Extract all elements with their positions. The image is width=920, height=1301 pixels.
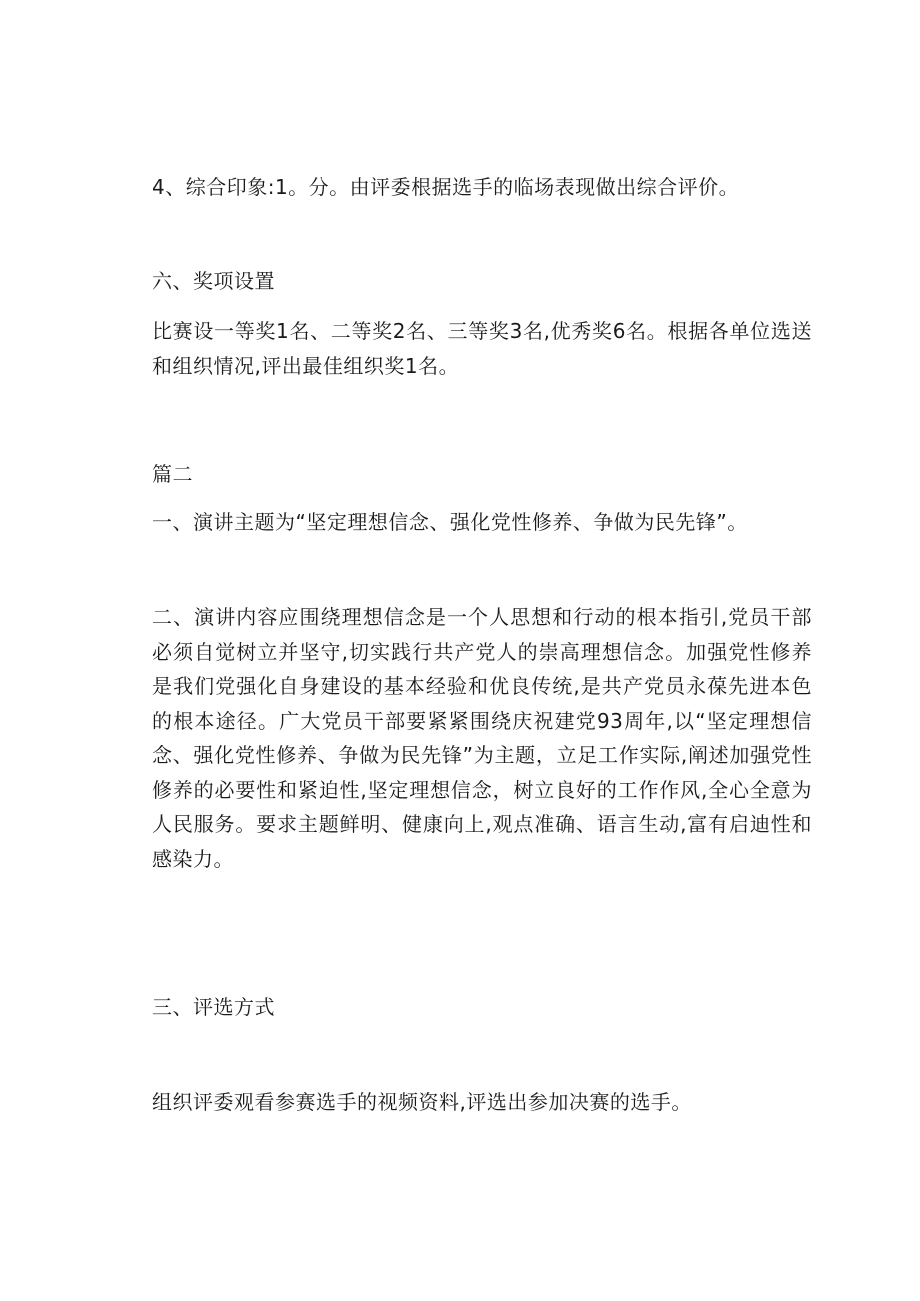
part-2-item-3-body: 组织评委观看参赛选手的视频资料,评选出参加决赛的选手。 <box>152 1090 692 1114</box>
part-2-heading: 篇二 <box>152 462 193 486</box>
section-6-heading: 六、奖项设置 <box>152 269 275 293</box>
part-2-item-3-heading: 三、评选方式 <box>152 995 275 1019</box>
scoring-item-4: 4、综合印象:1。分。由评委根据选手的临场表现做出综合评价。 <box>152 175 740 199</box>
section-6-body: 比赛设一等奖1名、二等奖2名、三等奖3名,优秀奖6名。根据各单位选送和组织情况,评出最佳组织奖1名。 <box>152 319 812 378</box>
part-2-item-2: 二、演讲内容应围绕理想信念是一个人思想和行动的根本指引,党员干部必须自觉树立并坚守,切实践行共产党人的崇高理想信念。加强党性修养是我们党强化自身建设的基本经验和优良传统,是共产党员永葆先进本色的根本途径。广大党员干部要紧紧围绕庆祝建党93周年,以“坚定理想信念、强化党性修养、争做为民先锋”为主题，立足工作实际,阐述加强党性修养的必要性和紧迫性,坚定理想信念，树立良好的工作作风,全心全意为人民服务。要求主题鲜明、健康向上,观点准确、语言生动,富有启迪性和感染力。 <box>152 605 812 871</box>
part-2-item-1: 一、演讲主题为“坚定理想信念、强化党性修养、争做为民先锋”。 <box>152 510 748 534</box>
